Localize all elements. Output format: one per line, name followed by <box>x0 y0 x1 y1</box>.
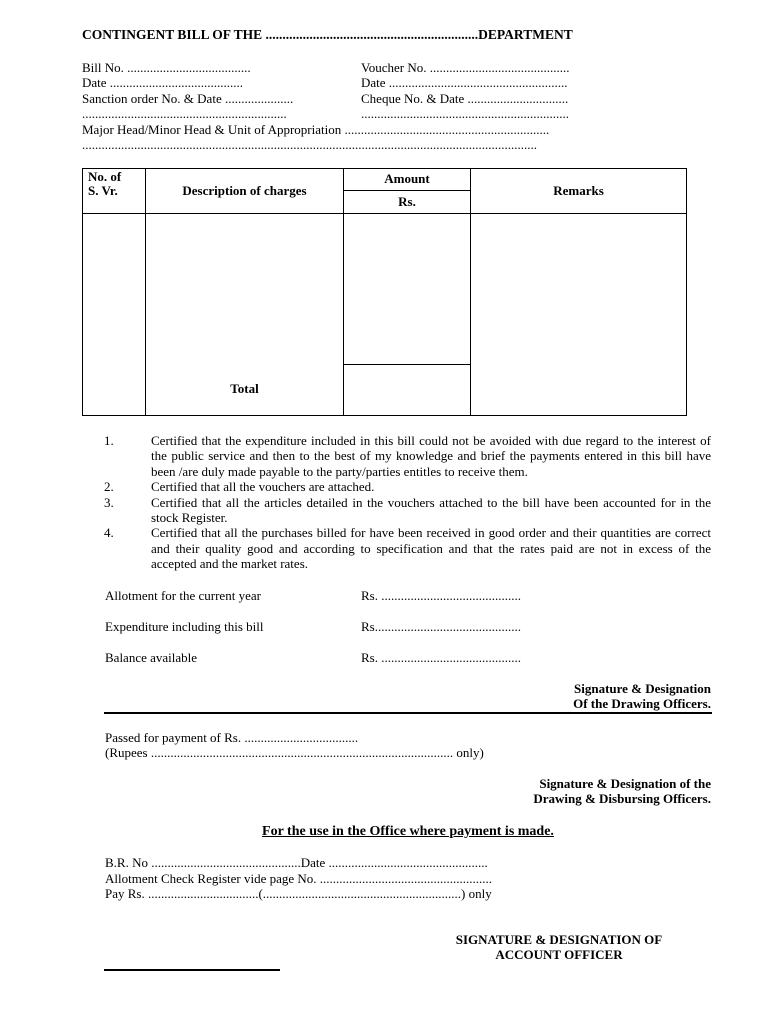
account-officer-signature-block <box>430 932 688 962</box>
sanction-order-field: Sanction order No. & Date ..................... <box>82 91 294 106</box>
cell-total-amount[interactable] <box>344 365 471 416</box>
certificate-text: Certified that the expenditure included in this bill could not be avoided with due regard to the interest of the public service and then to the best of my knowledge and brief the payments entered in this bill have been /are duly made payable to the party/parties entitles to receive them. <box>151 433 711 479</box>
balance-label: Balance available <box>105 650 198 665</box>
signature-line1: Signature & Designation of the <box>539 776 711 791</box>
passed-for-payment: Passed for payment of Rs. ................................... <box>105 730 359 745</box>
certificate-item <box>104 525 711 571</box>
signature-line1: SIGNATURE & DESIGNATION OF <box>455 932 663 947</box>
blank-line-full: ............................................................................................................................................ <box>82 137 537 152</box>
bill-no-field: Bill No. ...................................... <box>82 60 251 75</box>
balance-value: Rs. ........................................... <box>361 650 521 665</box>
certificate-number: 4. <box>104 525 114 541</box>
expenditure-value: Rs............................................. <box>361 619 521 634</box>
certificates-list <box>104 433 711 572</box>
col-header-amount: Amount <box>344 169 471 191</box>
rupees-in-words: (Rupees ............................................................................................. only) <box>105 745 484 760</box>
date-field-left: Date ......................................... <box>82 75 244 90</box>
cell-no-blank[interactable] <box>83 214 146 416</box>
voucher-no-field: Voucher No. ........................................... <box>361 60 570 75</box>
office-use-heading: For the use in the Office where payment is made. <box>262 824 554 839</box>
total-label: Total <box>230 381 259 396</box>
expenditure-label: Expenditure including this bill <box>105 619 264 634</box>
certificate-text: Certified that all the purchases billed for have been received in good order and their quantities are correct and their quality good and according to specification and that the rates paid are not in excess of the accepted and the market rates. <box>151 525 711 572</box>
col-header-rs: Rs. <box>344 191 471 214</box>
disbursing-officer-signature-block <box>533 776 711 806</box>
cell-amount-blank[interactable] <box>344 214 471 365</box>
col-header-no-line2: S. Vr. <box>88 183 118 198</box>
blank-line-left: ............................................................... <box>82 106 287 121</box>
signature-line2: Of the Drawing Officers. <box>573 696 711 711</box>
signature-line2: ACCOUNT OFFICER <box>495 947 623 962</box>
pay-rs-field: Pay Rs. ..................................(.............................................................) only <box>105 886 492 901</box>
cheque-field: Cheque No. & Date ............................... <box>361 91 569 106</box>
charges-table <box>82 168 687 416</box>
br-no-date-field: B.R. No ..............................................Date ................................................. <box>105 855 488 870</box>
certificate-item <box>104 495 711 526</box>
signature-line <box>104 969 280 971</box>
signature-line1: Signature & Designation <box>574 681 711 696</box>
allotment-value: Rs. ........................................... <box>361 588 521 603</box>
certificate-number: 2. <box>104 479 114 495</box>
certificate-text: Certified that all the vouchers are attached. <box>151 479 375 495</box>
allotment-check-register-field: Allotment Check Register vide page No. ..................................................... <box>105 871 493 886</box>
col-header-no <box>83 169 146 214</box>
col-header-remarks: Remarks <box>471 169 687 214</box>
allotment-label: Allotment for the current year <box>105 588 261 603</box>
section-divider <box>104 712 712 714</box>
blank-line-right: ................................................................ <box>361 106 569 121</box>
certificate-number: 3. <box>104 494 114 510</box>
date-field-right: Date ....................................................... <box>361 75 568 90</box>
cell-remarks-blank[interactable] <box>471 214 687 416</box>
certificate-item <box>104 479 711 494</box>
drawing-officer-signature-block <box>573 681 711 711</box>
certificate-item <box>104 433 711 479</box>
certificate-number: 1. <box>104 433 114 448</box>
col-header-no-line1: No. of <box>88 169 122 184</box>
col-header-description: Description of charges <box>146 169 344 214</box>
form-title: CONTINGENT BILL OF THE ...............................................................DEPARTMENT <box>82 27 573 42</box>
major-head-field: Major Head/Minor Head & Unit of Appropriation ............................................................... <box>82 122 550 137</box>
cell-description-blank[interactable] <box>146 214 344 416</box>
signature-line2: Drawing & Disbursing Officers. <box>533 791 711 806</box>
certificate-text: Certified that all the articles detailed in the vouchers attached to the bill have been accounted for in the stock Register. <box>151 494 711 526</box>
